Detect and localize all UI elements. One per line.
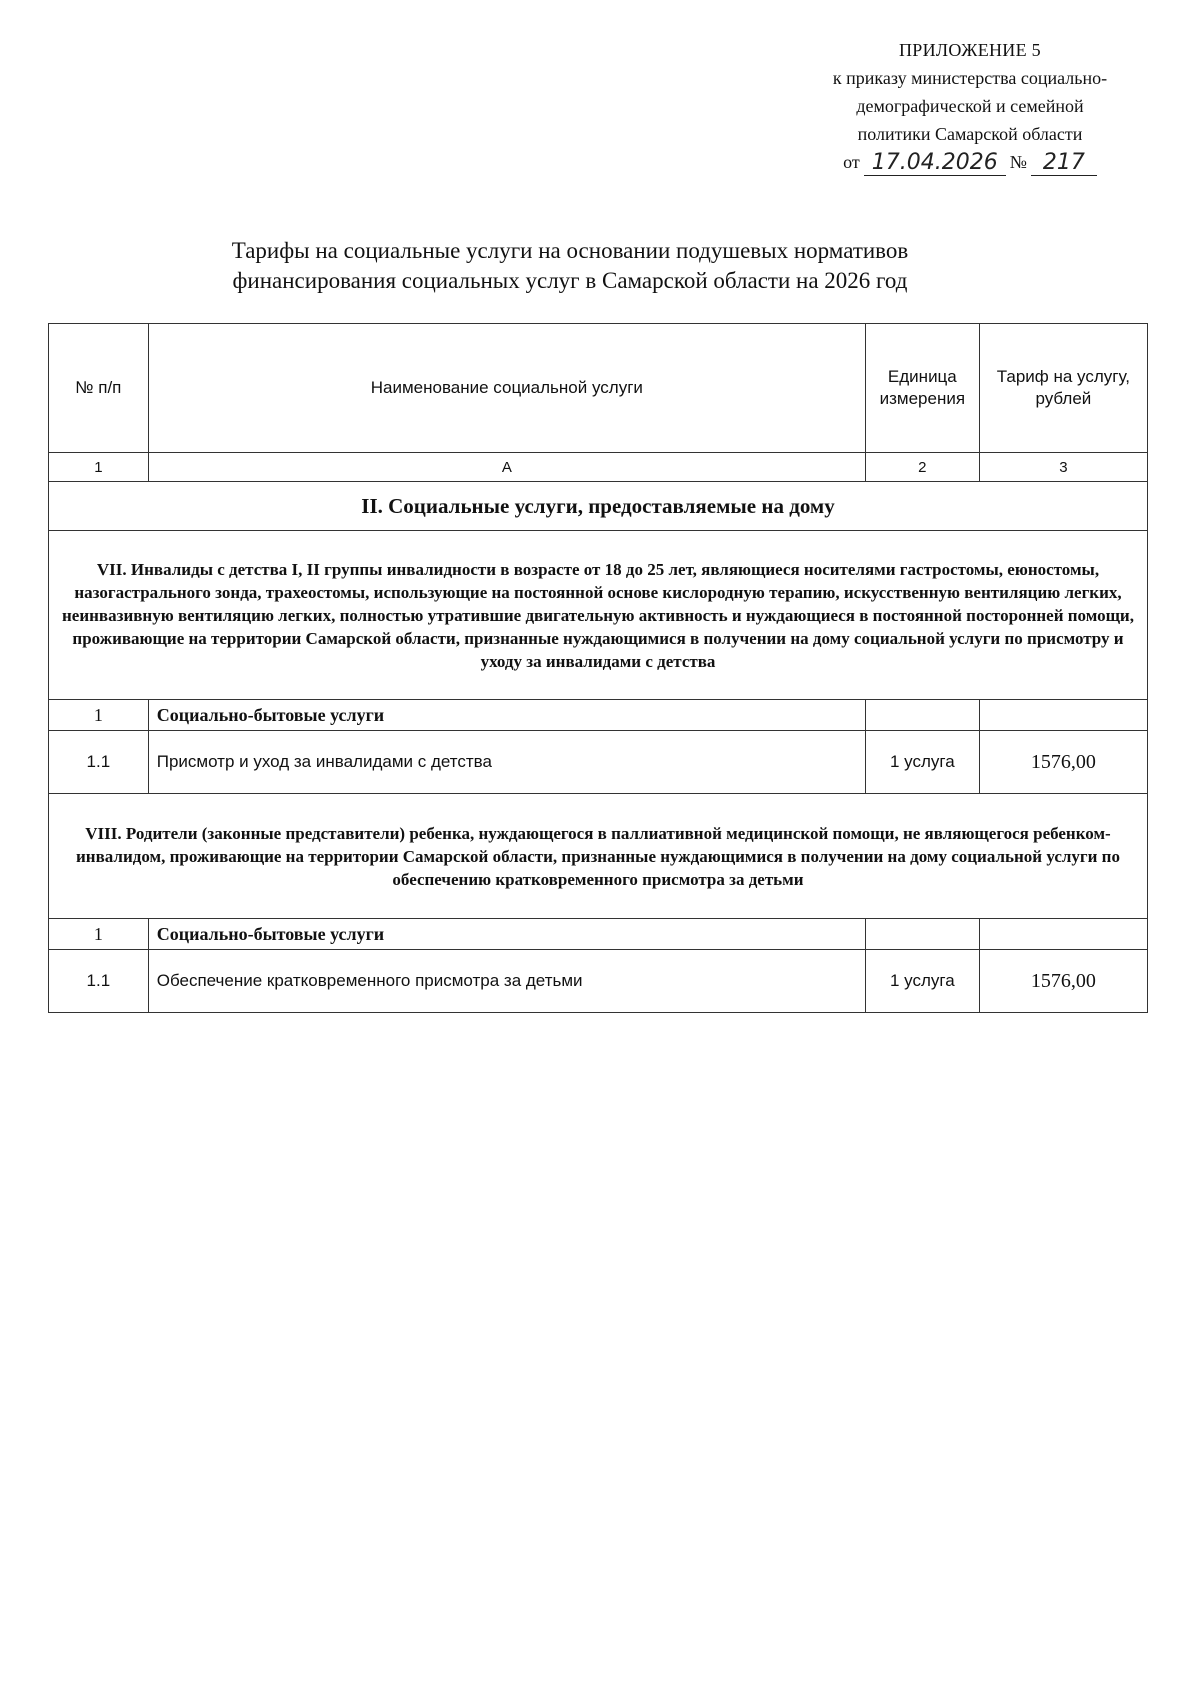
empty-cell: [979, 919, 1147, 950]
order-number: 217: [1031, 151, 1097, 176]
subsection-name: Социально-бытовые услуги: [148, 919, 865, 950]
order-reference: [843, 148, 1097, 176]
index-cell: А: [148, 453, 865, 482]
item-num: 1.1: [49, 950, 149, 1013]
document-title: [120, 236, 1020, 296]
item-name: Присмотр и уход за инвалидами с детства: [148, 731, 865, 794]
table-row: [49, 950, 1148, 1013]
tariffs-table: [48, 323, 1148, 1013]
subsection-row: [49, 700, 1148, 731]
header-name: Наименование социальной услуги: [148, 324, 865, 453]
order-date: 17.04.2026: [864, 151, 1006, 176]
document-title-line-1: Тарифы на социальные услуги на основании подушевых нормативов: [231, 238, 909, 263]
appendix-block: [790, 36, 1150, 176]
appendix-line-3: политики Самарской области: [857, 124, 1083, 144]
number-prefix: №: [1009, 152, 1027, 172]
group-row: [49, 794, 1148, 919]
index-cell: 3: [979, 453, 1147, 482]
group-title: VIII. Родители (законные представители) ребенка, нуждающегося в паллиативной медицинской помощи, не являющегося ребенком-инвалидом, проживающие на территории Самарской области, признанные нуждающимися в получении на дому социальной услуги по обеспечению кратковременного присмотра за детьми: [49, 794, 1148, 919]
table-row: [49, 731, 1148, 794]
date-prefix: от: [843, 152, 860, 172]
item-unit: 1 услуга: [865, 950, 979, 1013]
group-row: [49, 531, 1148, 700]
appendix-title: ПРИЛОЖЕНИЕ 5: [899, 40, 1041, 60]
section-title: II. Социальные услуги, предоставляемые на дому: [49, 482, 1148, 531]
item-name: Обеспечение кратковременного присмотра за детьми: [148, 950, 865, 1013]
appendix-line-2: демографической и семейной: [856, 96, 1084, 116]
header-unit: Единица измерения: [865, 324, 979, 453]
index-cell: 1: [49, 453, 149, 482]
empty-cell: [865, 919, 979, 950]
table-header-row: [49, 324, 1148, 453]
header-tariff: Тариф на услугу, рублей: [979, 324, 1147, 453]
subsection-num: 1: [49, 919, 149, 950]
index-cell: 2: [865, 453, 979, 482]
item-tariff: 1576,00: [979, 950, 1147, 1013]
empty-cell: [979, 700, 1147, 731]
section-row: [49, 482, 1148, 531]
column-index-row: [49, 453, 1148, 482]
item-tariff: 1576,00: [979, 731, 1147, 794]
header-num: № п/п: [49, 324, 149, 453]
empty-cell: [865, 700, 979, 731]
subsection-name: Социально-бытовые услуги: [148, 700, 865, 731]
item-unit: 1 услуга: [865, 731, 979, 794]
item-num: 1.1: [49, 731, 149, 794]
group-title: VII. Инвалиды с детства I, II группы инвалидности в возрасте от 18 до 25 лет, являющиеся носителями гастростомы, еюностомы, назогастрального зонда, трахеостомы, использующие на постоянной основе кислородную терапию, искусственную вентиляцию легких, неинвазивную вентиляцию легких, полностью утратившие двигательную активность и нуждающиеся в постоянной посторонней помощи, проживающие на территории Самарской области, признанные нуждающимися в получении на дому социальной услуги по присмотру и уходу за инвалидами с детства: [49, 531, 1148, 700]
subsection-num: 1: [49, 700, 149, 731]
subsection-row: [49, 919, 1148, 950]
appendix-line-1: к приказу министерства социально-: [832, 68, 1108, 88]
document-title-line-2: финансирования социальных услуг в Самарской области на 2026 год: [232, 268, 908, 293]
